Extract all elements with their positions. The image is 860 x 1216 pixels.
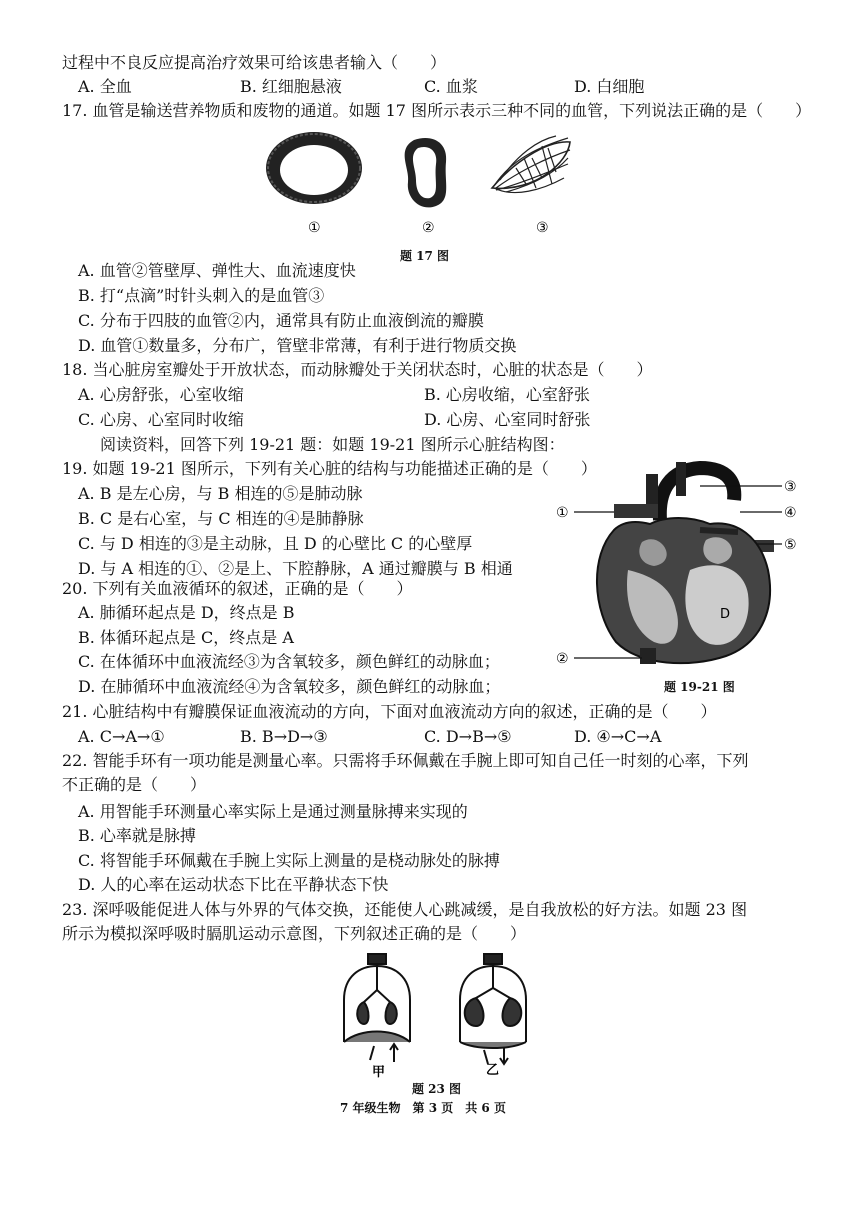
- q18-option-d: D. 心房、心室同时舒张: [424, 410, 591, 429]
- q23-stem-line2: 所示为模拟深呼吸时膈肌运动示意图，下列叙述正确的是（ ）: [62, 924, 527, 943]
- q18-stem: 18. 当心脏房室瓣处于开放状态，而动脉瓣处于关闭状态时，心脏的状态是（ ）: [62, 360, 653, 379]
- heart-label-2: ②: [556, 651, 569, 667]
- page-footer: 7 年级生物 第 3 页 共 6 页: [340, 1101, 506, 1115]
- vessel-artery-image: [266, 132, 362, 204]
- q22-option-a: A. 用智能手环测量心率实际上是通过测量脉搏来实现的: [78, 802, 468, 821]
- q23-caption: 题 23 图: [412, 1082, 462, 1096]
- q17-option-c: C. 分布于四肢的血管②内，通常具有防止血液倒流的瓣膜: [78, 311, 484, 330]
- q20-option-b: B. 体循环起点是 C，终点是 A: [78, 628, 294, 647]
- q20-stem: 20. 下列有关血液循环的叙述，正确的是（ ）: [62, 579, 413, 598]
- q16-stem: 过程中不良反应提高治疗效果可给该患者输入（ ）: [62, 53, 447, 72]
- heart-label-1: ①: [556, 505, 569, 521]
- q21-option-d: D. ④→C→A: [574, 727, 662, 746]
- heart-label-4: ④: [784, 505, 797, 521]
- q20-option-d: D. 在肺循环中血液流经④为含氧较多，颜色鲜红的动脉血；: [78, 677, 501, 696]
- heart-caption: 题 19-21 图: [664, 680, 735, 694]
- diaphragm-model-figure: [330, 950, 550, 1080]
- q16-option-b: B. 红细胞悬液: [240, 77, 342, 96]
- q19-stem: 19. 如题 19-21 图所示，下列有关心脏的结构与功能描述正确的是（ ）: [62, 459, 597, 478]
- vessel-capillary-image: [492, 136, 570, 193]
- heart-label-5: ⑤: [784, 537, 797, 553]
- q17-option-a: A. 血管②管壁厚、弹性大、血流速度快: [78, 261, 356, 280]
- q22-option-c: C. 将智能手环佩戴在手腕上实际上测量的是桡动脉处的脉搏: [78, 851, 500, 870]
- q17-option-d: D. 血管①数量多，分布广，管壁非常薄，有利于进行物质交换: [78, 336, 517, 355]
- q20-option-a: A. 肺循环起点是 D，终点是 B: [78, 603, 295, 622]
- q21-option-c: C. D→B→⑤: [424, 727, 512, 746]
- bell-jar-yi: [460, 954, 526, 1064]
- heart-structure-figure: [550, 460, 810, 680]
- q16-option-a: A. 全血: [78, 77, 132, 96]
- q18-option-a: A. 心房舒张，心室收缩: [78, 385, 244, 404]
- vessel-vein-image: [405, 138, 447, 207]
- q21-stem: 21. 心脏结构中有瓣膜保证血液流动的方向，下面对血液流动方向的叙述，正确的是（ ）: [62, 702, 717, 721]
- q21-option-a: A. C→A→①: [78, 727, 165, 746]
- jar-label-jia: 甲: [372, 1065, 386, 1080]
- reading-intro: 阅读资料，回答下列 19-21 题：如题 19-21 图所示心脏结构图：: [100, 435, 565, 454]
- heart-label-3: ③: [784, 479, 797, 495]
- q19-option-d: D. 与 A 相连的①、②是上、下腔静脉，A 通过瓣膜与 B 相通: [78, 559, 513, 578]
- q19-option-b: B. C 是右心室，与 C 相连的④是肺静脉: [78, 509, 364, 528]
- q19-option-a: A. B 是左心房，与 B 相连的⑤是肺动脉: [78, 484, 363, 503]
- heart-image: [597, 462, 774, 664]
- jar-label-yi: 乙: [486, 1063, 500, 1078]
- q17-caption: 题 17 图: [400, 249, 450, 263]
- q23-stem-line1: 23. 深呼吸能促进人体与外界的气体交换，还能使人心跳减缓，是自我放松的好方法。如题 23 图: [62, 900, 748, 919]
- vessel-label-1: ①: [308, 220, 321, 236]
- q22-option-d: D. 人的心率在运动状态下比在平静状态下快: [78, 875, 389, 894]
- vessel-label-3: ③: [536, 220, 549, 236]
- vessel-label-2: ②: [422, 220, 435, 236]
- q21-option-b: B. B→D→③: [240, 727, 328, 746]
- blood-vessels-figure: [256, 128, 576, 248]
- q17-option-b: B. 打“点滴”时针头刺入的是血管③: [78, 286, 325, 305]
- bell-jar-jia: [344, 954, 410, 1062]
- q17-stem: 17. 血管是输送营养物质和废物的通道。如题 17 图所示表示三种不同的血管，下列说法正确的是（ ）: [62, 101, 812, 120]
- q16-option-d: D. 白细胞: [574, 77, 645, 96]
- q18-option-b: B. 心房收缩，心室舒张: [424, 385, 590, 404]
- q19-option-c: C. 与 D 相连的③是主动脉，且 D 的心壁比 C 的心壁厚: [78, 534, 473, 553]
- q22-stem-line2: 不正确的是（ ）: [62, 775, 207, 794]
- q22-option-b: B. 心率就是脉搏: [78, 826, 196, 845]
- q18-option-c: C. 心房、心室同时收缩: [78, 410, 244, 429]
- q22-stem-line1: 22. 智能手环有一项功能是测量心率。只需将手环佩戴在手腕上即可知自己任一时刻的心率，下列: [62, 751, 749, 770]
- heart-label-d: D: [720, 607, 731, 622]
- q20-option-c: C. 在体循环中血液流经③为含氧较多，颜色鲜红的动脉血；: [78, 652, 500, 671]
- q16-option-c: C. 血浆: [424, 77, 478, 96]
